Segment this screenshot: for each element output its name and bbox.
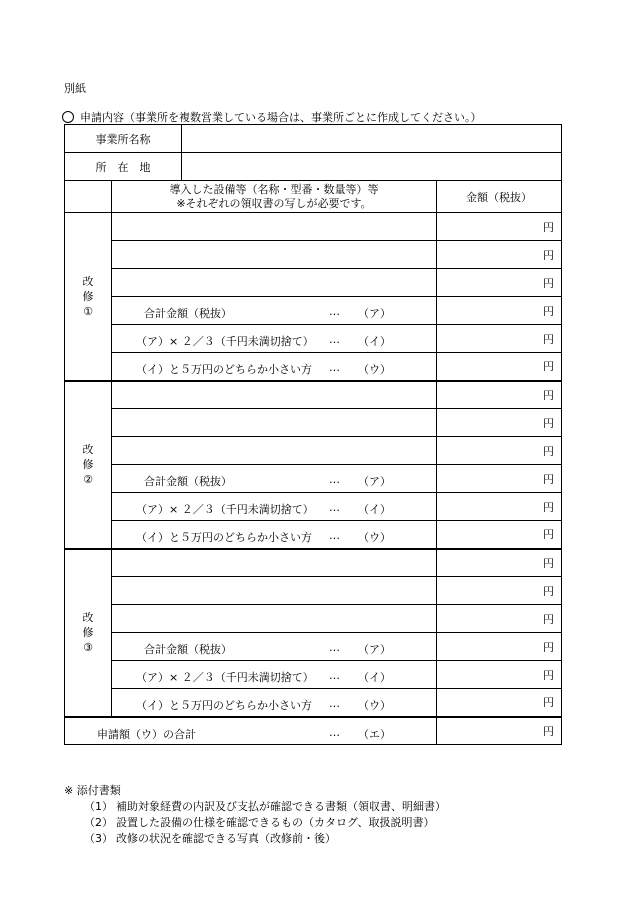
equipment-header-line1: 導入した設備等（名称・型番・数量等）等 bbox=[169, 182, 379, 196]
office-name-row bbox=[65, 125, 562, 153]
two-thirds-row bbox=[65, 325, 562, 353]
application-table bbox=[64, 124, 562, 745]
attachment-notes bbox=[64, 783, 446, 847]
office-name-field[interactable] bbox=[182, 125, 562, 153]
subtotal-label-cell: 合計金額（税抜） … （ア） bbox=[112, 465, 437, 493]
address-row bbox=[65, 153, 562, 181]
equipment-entry-field[interactable] bbox=[112, 381, 437, 409]
note-item: （2） 設置した設備の仕様を確認できるもの（カタログ、取扱説明書） bbox=[84, 816, 435, 829]
amount-field[interactable]: 円 bbox=[437, 409, 562, 437]
subtotal-amount-field[interactable]: 円 bbox=[437, 633, 562, 661]
smaller-label-cell: （イ）と５万円のどちらか小さい方 … （ウ） bbox=[112, 521, 437, 549]
equipment-entry-field[interactable] bbox=[112, 577, 437, 605]
subtotal-row bbox=[65, 465, 562, 493]
address-field[interactable] bbox=[182, 153, 562, 181]
equipment-row bbox=[65, 409, 562, 437]
equipment-header-line2: ※それぞれの領収書の写しが必要です。 bbox=[176, 196, 372, 210]
attachment-label: 別紙 bbox=[64, 82, 86, 95]
subtotal-amount-field[interactable]: 円 bbox=[437, 465, 562, 493]
subtotal-row bbox=[65, 297, 562, 325]
two-thirds-label-cell: （ア）× ２／３（千円未満切捨て） … （イ） bbox=[112, 325, 437, 353]
amount-field[interactable]: 円 bbox=[437, 549, 562, 577]
header-row bbox=[65, 181, 562, 213]
subtotal-label-cell: 合計金額（税抜） … （ア） bbox=[112, 297, 437, 325]
equipment-row bbox=[65, 549, 562, 577]
amount-header: 金額（税抜） bbox=[437, 181, 562, 213]
subtotal-row bbox=[65, 633, 562, 661]
smaller-row bbox=[65, 689, 562, 717]
two-thirds-amount-field[interactable]: 円 bbox=[437, 661, 562, 689]
equipment-row bbox=[65, 381, 562, 409]
amount-field[interactable]: 円 bbox=[437, 437, 562, 465]
smaller-amount-field[interactable]: 円 bbox=[437, 689, 562, 717]
grand-total-label-cell: 申請額（ウ）の合計 … （エ） bbox=[65, 717, 437, 745]
two-thirds-label-cell: （ア）× ２／３（千円未満切捨て） … （イ） bbox=[112, 493, 437, 521]
equipment-row bbox=[65, 213, 562, 241]
renovation-group-label-2: 改 修 ② bbox=[65, 381, 112, 549]
subtotal-amount-field[interactable]: 円 bbox=[437, 297, 562, 325]
header-blank-cell bbox=[65, 181, 112, 213]
equipment-header bbox=[112, 181, 437, 213]
note-item: （3） 改修の状況を確認できる写真（改修前・後） bbox=[84, 832, 336, 845]
equipment-entry-field[interactable] bbox=[112, 437, 437, 465]
two-thirds-amount-field[interactable]: 円 bbox=[437, 493, 562, 521]
smaller-amount-field[interactable]: 円 bbox=[437, 521, 562, 549]
equipment-row bbox=[65, 605, 562, 633]
equipment-entry-field[interactable] bbox=[112, 241, 437, 269]
amount-field[interactable]: 円 bbox=[437, 213, 562, 241]
amount-field[interactable]: 円 bbox=[437, 381, 562, 409]
equipment-entry-field[interactable] bbox=[112, 213, 437, 241]
equipment-entry-field[interactable] bbox=[112, 549, 437, 577]
notes-title: ※ 添付書類 bbox=[64, 784, 121, 797]
renovation-group-label-1: 改 修 ① bbox=[65, 213, 112, 381]
smaller-amount-field[interactable]: 円 bbox=[437, 353, 562, 381]
circle-bullet-icon bbox=[62, 111, 74, 123]
smaller-label-cell: （イ）と５万円のどちらか小さい方 … （ウ） bbox=[112, 689, 437, 717]
amount-field[interactable]: 円 bbox=[437, 241, 562, 269]
address-label: 所 在 地 bbox=[65, 153, 182, 181]
smaller-row bbox=[65, 353, 562, 381]
equipment-row bbox=[65, 577, 562, 605]
intro-line bbox=[62, 109, 482, 125]
renovation-group-label-3: 改 修 ③ bbox=[65, 549, 112, 717]
equipment-entry-field[interactable] bbox=[112, 605, 437, 633]
office-name-label: 事業所名称 bbox=[65, 125, 182, 153]
two-thirds-row bbox=[65, 493, 562, 521]
two-thirds-amount-field[interactable]: 円 bbox=[437, 325, 562, 353]
smaller-row bbox=[65, 521, 562, 549]
amount-field[interactable]: 円 bbox=[437, 605, 562, 633]
equipment-row bbox=[65, 269, 562, 297]
equipment-entry-field[interactable] bbox=[112, 409, 437, 437]
intro-text: 申請内容（事業所を複数営業している場合は、事業所ごとに作成してください。） bbox=[80, 111, 482, 124]
amount-field[interactable]: 円 bbox=[437, 577, 562, 605]
equipment-row bbox=[65, 241, 562, 269]
smaller-label-cell: （イ）と５万円のどちらか小さい方 … （ウ） bbox=[112, 353, 437, 381]
equipment-row bbox=[65, 437, 562, 465]
two-thirds-row bbox=[65, 661, 562, 689]
note-item: （1） 補助対象経費の内訳及び支払が確認できる書類（領収書、明細書） bbox=[84, 800, 446, 813]
equipment-entry-field[interactable] bbox=[112, 269, 437, 297]
grand-total-amount-field[interactable]: 円 bbox=[437, 717, 562, 745]
subtotal-label-cell: 合計金額（税抜） … （ア） bbox=[112, 633, 437, 661]
grand-total-row bbox=[65, 717, 562, 745]
amount-field[interactable]: 円 bbox=[437, 269, 562, 297]
two-thirds-label-cell: （ア）× ２／３（千円未満切捨て） … （イ） bbox=[112, 661, 437, 689]
